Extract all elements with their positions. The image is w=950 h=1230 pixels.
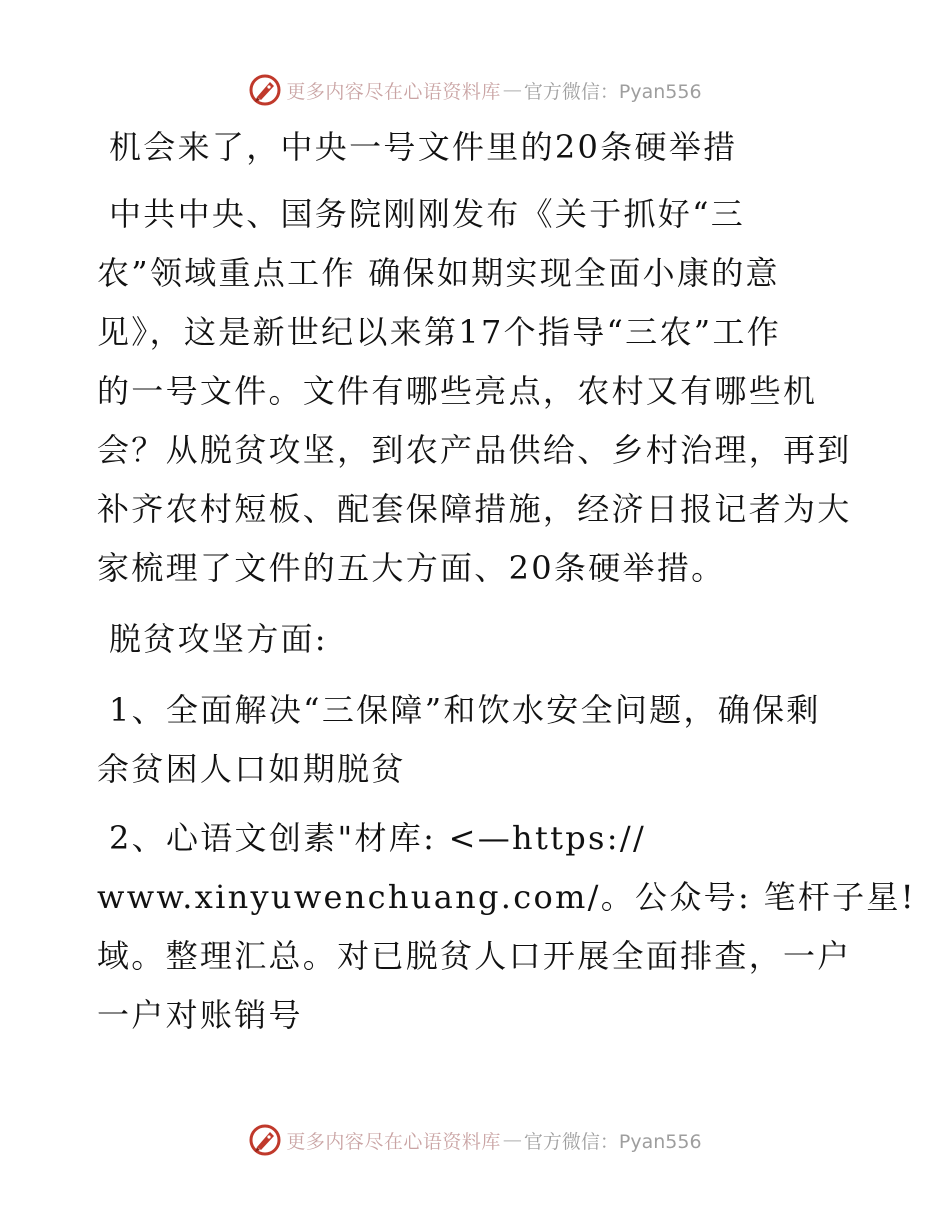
paragraph-line: 补齐农村短板、配套保障措施，经济日报记者为大 [97,490,852,528]
paragraph-line: 会？从脱贫攻坚，到农产品供给、乡村治理，再到 [97,431,852,469]
list-item-line: 余贫困人口如期脱贫 [97,750,406,788]
list-item-line: 域。整理汇总。对已脱贫人口开展全面排查，一户 [97,937,852,975]
paragraph-line: 农”领域重点工作 确保如期实现全面小康的意 [97,254,780,292]
document-title: 机会来了，中央一号文件里的20条硬举措 [109,128,738,166]
list-item-2 [97,809,916,1045]
paragraph-line: 家梳理了文件的五大方面、20条硬举措。 [97,549,726,587]
banner-text: 更多内容尽在心语资料库 [286,1130,501,1153]
intro-paragraph [97,185,857,598]
list-item-line: 一户对账销号 [97,996,303,1034]
banner-separator: — [502,79,522,101]
banner-separator: — [502,1129,522,1151]
list-item-line: 1、全面解决“三保障”和饮水安全问题，确保剩 [109,691,821,729]
paragraph-line: 见》，这是新世纪以来第17个指导“三农”工作 [97,313,782,351]
paragraph-line: 中共中央、国务院刚刚发布《关于抓好“三 [109,195,746,233]
list-item-1 [97,681,857,799]
section-heading: 脱贫攻坚方面: [109,620,328,658]
banner-contact: 官方微信：Pyan556 [523,1130,702,1153]
footer-watermark-banner [0,1120,950,1160]
list-item-line: www.xinyuwenchuang.com/。公众号: 笔杆子星! [97,878,916,916]
banner-text: 更多内容尽在心语资料库 [286,80,501,103]
list-item-line: 2、心语文创素"材库: <—https:// [109,819,647,857]
banner-contact: 官方微信：Pyan556 [523,80,702,103]
pen-nib-logo-icon [248,1123,282,1157]
pen-nib-logo-icon [248,73,282,107]
paragraph-line: 的一号文件。文件有哪些亮点，农村又有哪些机 [97,372,818,410]
header-watermark-banner [0,70,950,110]
document-body [97,118,916,1045]
